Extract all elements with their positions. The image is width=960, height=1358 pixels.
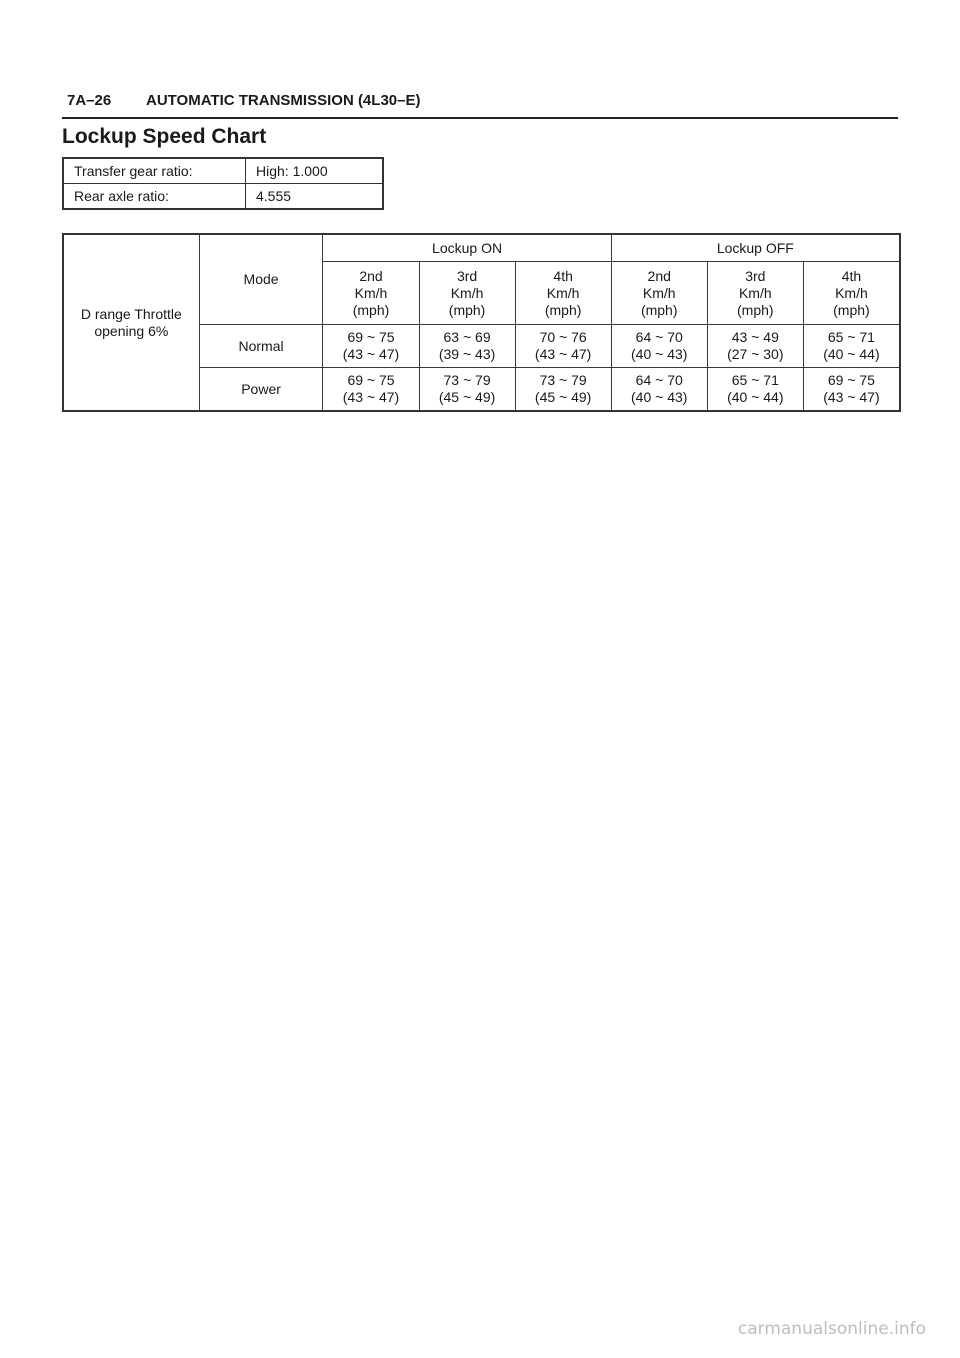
watermark: carmanualsonline.info — [737, 1319, 926, 1339]
ratio-value: High: 1.000 — [246, 158, 384, 184]
gear-header-unit: Km/h — [450, 284, 484, 301]
gear-header — [323, 262, 419, 325]
gear-header-alt: (mph) — [448, 301, 486, 318]
speed-kmh: 65 ~ 71 — [827, 329, 875, 345]
gear-header-alt: (mph) — [640, 301, 678, 318]
speed-cell — [611, 368, 707, 412]
speed-mph: (40 ~ 43) — [631, 346, 688, 362]
table-row — [63, 158, 383, 184]
gear-header-unit: Km/h — [835, 284, 868, 301]
mode-cell: Power — [199, 368, 323, 412]
gear-header — [611, 262, 707, 325]
ratio-value: 4.555 — [246, 184, 384, 210]
speed-kmh: 69 ~ 75 — [347, 372, 395, 388]
page-header — [62, 91, 898, 119]
speed-mph: (40 ~ 44) — [823, 346, 880, 362]
speed-kmh: 69 ~ 75 — [827, 372, 875, 388]
gear-header-alt: (mph) — [737, 301, 774, 318]
speed-cell — [323, 325, 419, 368]
speed-mph: (40 ~ 43) — [631, 389, 688, 405]
speed-kmh: 65 ~ 71 — [731, 372, 779, 388]
mode-header: Mode — [199, 234, 323, 325]
speed-mph: (40 ~ 44) — [727, 389, 784, 405]
speed-cell — [323, 368, 419, 412]
speed-mph: (43 ~ 47) — [342, 389, 400, 405]
speed-kmh: 73 ~ 79 — [443, 372, 491, 388]
speed-mph: (27 ~ 30) — [727, 346, 784, 362]
gear-header-gear: 2nd — [647, 267, 671, 284]
page-title: Lockup Speed Chart — [62, 125, 267, 148]
condition-cell: D range Throttle opening 6% — [63, 234, 199, 411]
speed-mph: (43 ~ 47) — [342, 346, 400, 362]
speed-kmh: 70 ~ 76 — [539, 329, 587, 345]
gear-header — [803, 262, 900, 325]
speed-cell — [803, 368, 900, 412]
gear-header — [515, 262, 611, 325]
gear-header-unit: Km/h — [642, 284, 676, 301]
gear-header-unit: Km/h — [546, 284, 580, 301]
speed-cell — [803, 325, 900, 368]
page-number: 7A–26 — [67, 92, 112, 109]
ratio-label: Rear axle ratio: — [63, 184, 246, 210]
speed-mph: (45 ~ 49) — [438, 389, 496, 405]
gear-header-alt: (mph) — [833, 301, 870, 318]
gear-header — [707, 262, 803, 325]
gear-header-unit: Km/h — [738, 284, 772, 301]
gear-header-alt: (mph) — [352, 301, 390, 318]
table-row — [63, 234, 900, 262]
ratio-label: Transfer gear ratio: — [63, 158, 246, 184]
speed-kmh: 64 ~ 70 — [635, 329, 683, 345]
gear-header-alt: (mph) — [544, 301, 582, 318]
speed-kmh: 64 ~ 70 — [635, 372, 683, 388]
ratio-table — [62, 157, 384, 210]
gear-header-gear: 3rd — [456, 267, 478, 284]
speed-cell — [707, 368, 803, 412]
gear-header-gear: 4th — [841, 267, 862, 284]
speed-mph: (45 ~ 49) — [534, 389, 592, 405]
speed-cell — [707, 325, 803, 368]
speed-cell — [419, 368, 515, 412]
gear-header-gear: 3rd — [745, 267, 766, 284]
gear-header-gear: 2nd — [359, 267, 383, 284]
table-row — [63, 184, 383, 210]
mode-cell: Normal — [199, 325, 323, 368]
gear-header-gear: 4th — [553, 267, 573, 284]
speed-kmh: 73 ~ 79 — [539, 372, 587, 388]
speed-mph: (43 ~ 47) — [534, 346, 592, 362]
speed-kmh: 69 ~ 75 — [347, 329, 395, 345]
speed-cell — [611, 325, 707, 368]
speed-kmh: 63 ~ 69 — [443, 329, 491, 345]
group-header-lockup-on: Lockup ON — [323, 234, 611, 262]
speed-cell — [515, 368, 611, 412]
speed-cell — [419, 325, 515, 368]
speed-kmh: 43 ~ 49 — [731, 329, 779, 345]
gear-header — [419, 262, 515, 325]
speed-cell — [515, 325, 611, 368]
gear-header-unit: Km/h — [354, 284, 388, 301]
speed-mph: (39 ~ 43) — [438, 346, 496, 362]
section-title: AUTOMATIC TRANSMISSION (4L30–E) — [146, 92, 421, 109]
group-header-lockup-off: Lockup OFF — [611, 234, 900, 262]
lockup-speed-table — [62, 233, 901, 412]
speed-mph: (43 ~ 47) — [823, 389, 880, 405]
